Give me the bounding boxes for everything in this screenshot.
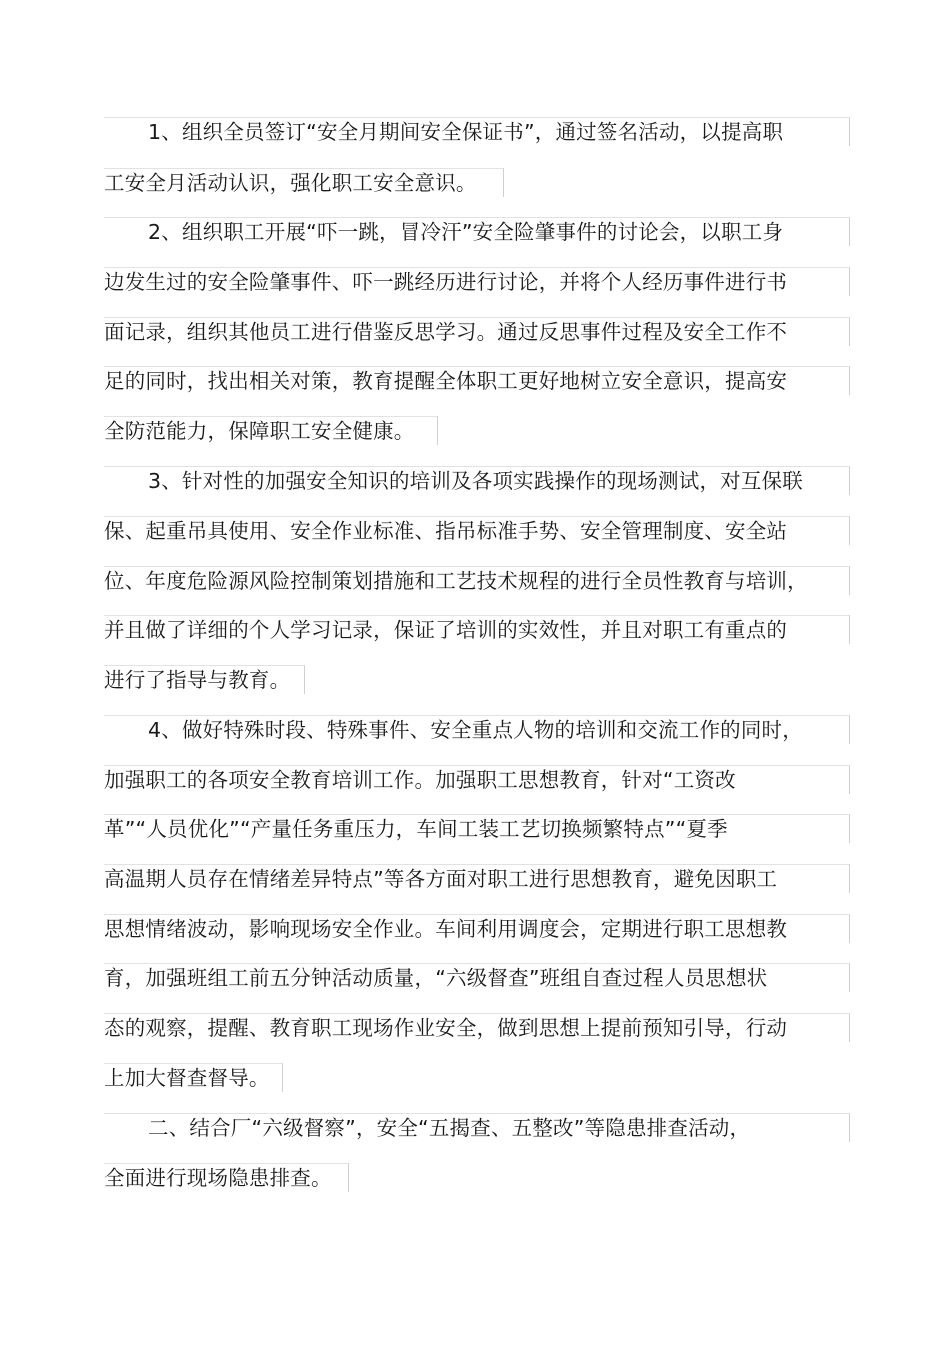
paragraph-5-line-2: 全面进行现场隐患排查。 — [104, 1166, 332, 1190]
paragraph-4-line-4: 高温期人员存在情绪差异特点”等各方面对职工进行思想教育，避免因职工 — [104, 867, 778, 891]
paragraph-5-line-1: 二、结合厂“六级督察”，安全“五揭查、五整改”等隐患排查活动， — [148, 1116, 751, 1140]
paragraph-3-line-3: 位、年度危险源风险控制策划措施和工艺技术规程的进行全员性教育与培训， — [104, 569, 808, 593]
paragraph-2-line-3: 面记录，组织其他员工进行借鉴反思学习。通过反思事件过程及安全工作不 — [104, 320, 788, 344]
paragraph-3-line-5: 进行了指导与教育。 — [104, 668, 291, 692]
paragraph-4-line-7: 态的观察，提醒、教育职工现场作业安全，做到思想上提前预知引导，行动 — [104, 1016, 788, 1040]
paragraph-4-line-1: 4、做好特殊时段、特殊事件、安全重点人物的培训和交流工作的同时， — [148, 718, 803, 742]
paragraph-4-line-2: 加强职工的各项安全教育培训工作。加强职工思想教育，针对“工资改 — [104, 768, 736, 792]
paragraph-3-line-4: 并且做了详细的个人学习记录，保证了培训的实效性，并且对职工有重点的 — [104, 618, 788, 642]
paragraph-4-line-6: 育，加强班组工前五分钟活动质量，“六级督查”班组自查过程人员思想状 — [104, 966, 768, 990]
paragraph-4-line-3: 革”“人员优化”“产量任务重压力，车间工装工艺切换频繁特点”“夏季 — [104, 817, 728, 841]
paragraph-1-line-1: 1、组织全员签订“安全月期间安全保证书”，通过签名活动，以提高职 — [148, 120, 784, 144]
paragraph-1-line-2: 工安全月活动认识，强化职工安全意识。 — [104, 171, 477, 195]
paragraph-3-line-2: 保、起重吊具使用、安全作业标准、指吊标准手势、安全管理制度、安全站 — [104, 519, 788, 543]
paragraph-4-line-5: 思想情绪波动，影响现场安全作业。车间利用调度会，定期进行职工思想教 — [104, 917, 788, 941]
paragraph-4-line-8: 上加大督查督导。 — [104, 1066, 270, 1090]
paragraph-2-line-5: 全防范能力，保障职工安全健康。 — [104, 419, 415, 443]
paragraph-2-line-1: 2、组织职工开展“吓一跳，冒冷汗”安全险肇事件的讨论会，以职工身 — [148, 220, 784, 244]
paragraph-2-line-4: 足的同时，找出相关对策，教育提醒全体职工更好地树立安全意识，提高安 — [104, 369, 788, 393]
paragraph-2-line-2: 边发生过的安全险肇事件、吓一跳经历进行讨论，并将个人经历事件进行书 — [104, 270, 788, 294]
paragraph-3-line-1: 3、针对性的加强安全知识的培训及各项实践操作的现场测试，对互保联 — [148, 469, 803, 493]
